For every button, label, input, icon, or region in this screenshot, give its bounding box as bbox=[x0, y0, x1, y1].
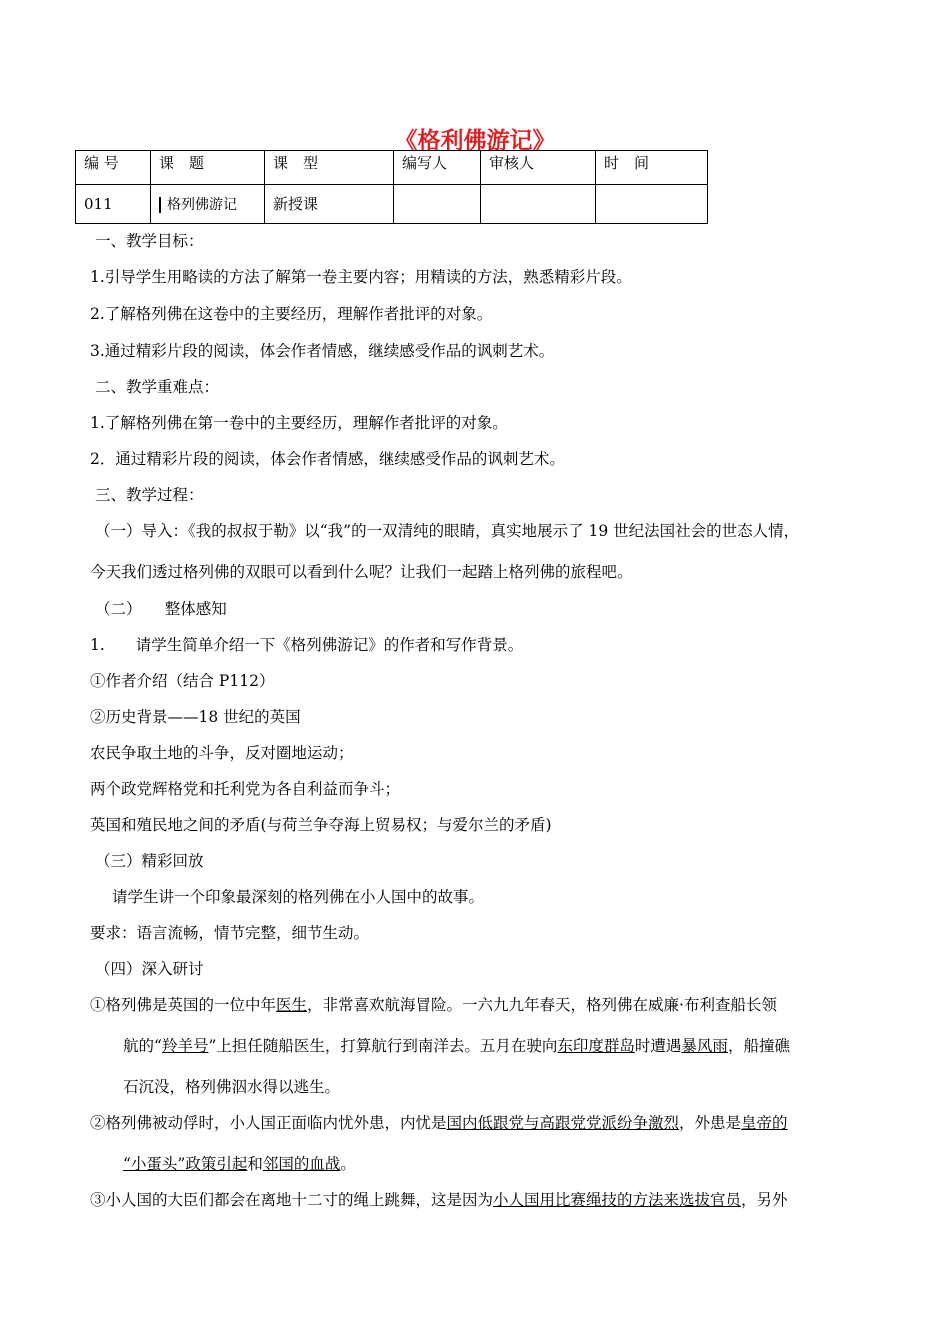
text-span: ，非常喜欢航海冒险。一六九九年春天，格列佛在威廉·布利查船长领 bbox=[307, 996, 777, 1014]
section-heading-objectives: 一、教学目标： bbox=[95, 232, 204, 250]
cell-number: 011 bbox=[76, 185, 151, 224]
document-title: 《格利佛游记》 bbox=[394, 127, 556, 154]
objective-item: 1.引导学生用略读的方法了解第一卷主要内容；用精读的方法，熟悉精彩片段。 bbox=[90, 268, 632, 286]
background-point: 农民争取土地的斗争，反对圈地运动； bbox=[90, 744, 354, 762]
cell-author bbox=[394, 185, 481, 224]
text-span: 。 bbox=[340, 1155, 356, 1173]
text-span: ②格列佛被动俘时，小人国正面临内忧外患，内忧是 bbox=[90, 1114, 447, 1132]
lesson-info-table bbox=[75, 150, 708, 224]
table-row bbox=[76, 185, 708, 224]
text-span: ，另外 bbox=[741, 1191, 788, 1209]
objective-item: 2.了解格列佛在这卷中的主要经历，理解作者批评的对象。 bbox=[90, 305, 493, 323]
discussion-paragraph bbox=[123, 1034, 790, 1056]
header-reviewer: 审核人 bbox=[481, 151, 596, 185]
underlined-answer: 皇帝的 bbox=[741, 1114, 788, 1132]
underlined-answer: 暴风雨 bbox=[681, 1037, 728, 1055]
text-span: ”上担任随船医生，打算航行到南洋去。五月在驶向 bbox=[208, 1037, 558, 1055]
text-span: ，外患是 bbox=[679, 1114, 742, 1132]
objective-item: 3.通过精彩片段的阅读，体会作者情感，继续感受作品的讽刺艺术。 bbox=[90, 342, 555, 360]
list-item: 1. 请学生简单介绍一下《格列佛游记》的作者和写作背景。 bbox=[90, 636, 524, 654]
underlined-answer: 东印度群岛 bbox=[557, 1037, 635, 1055]
discussion-paragraph: 石沉没，格列佛泅水得以逃生。 bbox=[123, 1078, 341, 1096]
underlined-answer: “小蛋头”政策引起 bbox=[123, 1155, 248, 1173]
cell-reviewer bbox=[481, 185, 596, 224]
requirement-text: 要求：语言流畅，情节完整，细节生动。 bbox=[90, 924, 370, 942]
underlined-answer: 羚羊号 bbox=[161, 1037, 209, 1055]
cell-type: 新授课 bbox=[265, 185, 394, 224]
part-heading: （四）深入研讨 bbox=[95, 960, 204, 978]
underlined-answer: 邻国的血战 bbox=[262, 1155, 341, 1173]
text-span: ，船撞礁 bbox=[727, 1037, 790, 1055]
part-heading: （三）精彩回放 bbox=[95, 852, 204, 870]
background-point: 两个政党辉格党和托利党为各自利益而争斗； bbox=[90, 780, 401, 798]
key-point-item: 2．通过精彩片段的阅读，体会作者情感，继续感受作品的讽刺艺术。 bbox=[90, 450, 565, 468]
text-span: 时遭遇 bbox=[634, 1037, 682, 1055]
cell-topic-text: 格列佛游记 bbox=[159, 197, 237, 213]
text-span: ①格列佛是英国的一位中年 bbox=[90, 996, 277, 1014]
section-heading-process: 三、教学过程： bbox=[95, 486, 204, 504]
header-type: 课 型 bbox=[265, 151, 394, 185]
text-span: 和 bbox=[247, 1155, 263, 1173]
discussion-paragraph bbox=[90, 1188, 788, 1210]
underlined-answer: 国内低跟党与高跟党党派纷争激烈 bbox=[446, 1114, 680, 1132]
underlined-answer: 小人国用比赛绳技的方法来选拔官员 bbox=[493, 1191, 742, 1209]
section-heading-key-points: 二、教学重难点： bbox=[95, 378, 220, 396]
text-span: ③小人国的大臣们都会在离地十二寸的绳上跳舞，这是因为 bbox=[90, 1191, 494, 1209]
cell-topic bbox=[151, 185, 265, 224]
task-text: 请学生讲一个印象最深刻的格列佛在小人国中的故事。 bbox=[112, 888, 485, 906]
discussion-paragraph bbox=[90, 993, 777, 1015]
header-topic: 课 题 bbox=[151, 151, 265, 185]
background-point: 英国和殖民地之间的矛盾(与荷兰争夺海上贸易权；与爱尔兰的矛盾) bbox=[90, 816, 552, 834]
part-heading: （二） 整体感知 bbox=[95, 600, 227, 618]
table-header-row bbox=[76, 151, 708, 185]
header-number: 编 号 bbox=[76, 151, 151, 185]
discussion-paragraph bbox=[123, 1152, 356, 1174]
key-point-item: 1.了解格列佛在第一卷中的主要经历，理解作者批评的对象。 bbox=[90, 414, 508, 432]
header-time: 时 间 bbox=[596, 151, 708, 185]
intro-paragraph: 今天我们透过格列佛的双眼可以看到什么呢？让我们一起踏上格列佛的旅程吧。 bbox=[90, 563, 633, 581]
intro-paragraph: （一）导入：《我的叔叔于勒》以“我”的一双清纯的眼睛，真实地展示了 19 世纪法国社会的世态人情， bbox=[95, 522, 800, 540]
header-author: 编写人 bbox=[394, 151, 481, 185]
text-span: 航的“ bbox=[123, 1037, 162, 1055]
list-item: ①作者介绍（结合 P112） bbox=[90, 672, 275, 690]
underlined-answer: 医生 bbox=[276, 996, 308, 1014]
discussion-paragraph bbox=[90, 1111, 788, 1133]
cell-time bbox=[596, 185, 708, 224]
list-item: ②历史背景——18 世纪的英国 bbox=[90, 708, 301, 726]
